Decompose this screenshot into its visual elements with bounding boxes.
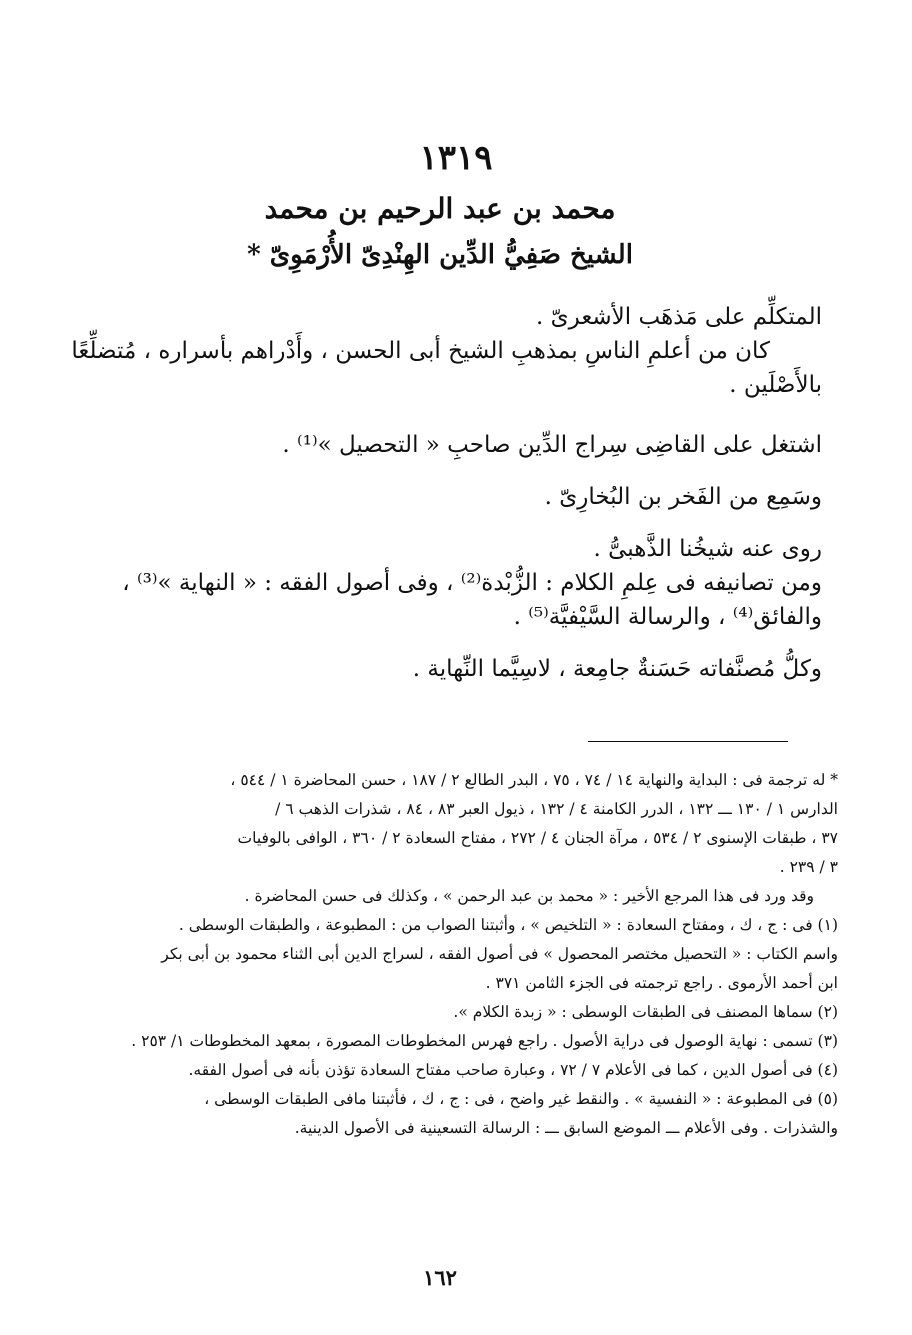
body-line: روى عنه شيخُنا الذَّهبىُّ .	[593, 536, 822, 562]
footnote-line: (٤) فى أصول الدين ، كما فى الأعلام ٧ / ٧٢ ، وعبارة صاحب مفتاح السعادة تؤذن بأنه فى أصول الفقه.	[188, 1061, 838, 1079]
body-line: وكلُّ مُصنَّفاته حَسَنةٌ جامِعة ، لاسِيَّما النِّهاية .	[412, 656, 822, 682]
body-line: والفائق⁽⁴⁾ ، والرسالة السَّيْفيَّة⁽⁵⁾ .	[513, 604, 822, 630]
entry-number: ١٣١٩	[419, 138, 493, 178]
footnotes	[72, 766, 838, 1143]
body-line: المتكلِّم على مَذهَب الأشعرىّ .	[536, 304, 822, 330]
body-line: بالأَصْلَين .	[729, 372, 822, 398]
footnote-line: * له ترجمة فى : البداية والنهاية ١٤ / ٧٤ ، ٧٥ ، البدر الطالع ٢ / ١٨٧ ، حسن المحاضرة ١ / ٥٤٤ ،	[230, 771, 838, 789]
page-number: ١٦٢	[423, 1265, 457, 1290]
footnote-line: (٢) سماها المصنف فى الطبقات الوسطى : « زبدة الكلام ».	[453, 1003, 838, 1021]
person-title-text: الشيخ صَفِيُّ الدِّين الهِنْدِىّ الأُرْمَوِىّ	[269, 240, 633, 270]
body-line: ومن تصانيفه فى عِلمِ الكلام : الزُّبْدة⁽²⁾ ، وفى أصول الفقه : « النهاية »⁽³⁾ ،	[122, 570, 822, 596]
person-name: محمد بن عبد الرحيم بن محمد	[264, 192, 616, 225]
footnote-line: (٥) فى المطبوعة : « النفسية » . والنقط غير واضح ، فى : ج ، ك ، فأثبتنا مافى الطبقات الوسطى ،	[204, 1090, 838, 1108]
body-line: وسَمِع من الفَخر بن البُخارِىّ .	[544, 484, 822, 510]
footnote-line: ٣ / ٢٣٩ .	[779, 858, 838, 876]
body-line: كان من أعلمِ الناسِ بمذهبِ الشيخ أبى الحسن ، وأَدْراهم بأسراره ، مُتضلِّعًا	[71, 338, 770, 364]
footnote-line: (٣) تسمى : نهاية الوصول فى دراية الأصول . راجع فهرس المخطوطات المصورة ، بمعهد المخطوطات ١/ ٢٥٣ .	[131, 1032, 838, 1050]
footnote-line: واسم الكتاب : « التحصيل مختصر المحصول » فى أصول الفقه ، لسراج الدين أبى الثناء محمود بن أبى بكر	[161, 945, 838, 963]
footnote-line: ابن أحمد الأرموى . راجع ترجمته فى الجزء الثامن ٣٧١ .	[485, 974, 838, 992]
footnote-line: والشذرات . وفى الأعلام ـــ الموضع السابق ـــ : الرسالة التسعينية فى الأصول الدينية.	[294, 1119, 838, 1137]
footnote-line: (١) فى : ج ، ك ، ومفتاح السعادة : « التلخيص » ، وأثبتنا الصواب من : المطبوعة ، والطبقات الوسطى .	[178, 916, 838, 934]
footnote-line: الدارس ١ / ١٣٠ ـــ ١٣٢ ، الدرر الكامنة ٤ / ١٣٢ ، ذيول العبر ٨٣ ، ٨٤ ، شذرات الذهب ٦ /	[275, 800, 838, 818]
footnote-line: ٣٧ ، طبقات الإسنوى ٢ / ٥٣٤ ، مرآة الجنان ٤ / ٢٧٢ ، مفتاح السعادة ٢ / ٣٦٠ ، الوافى بالوفيات	[237, 829, 838, 847]
body-line: اشتغل على القاضِى سِراج الدِّين صاحبِ « التحصيل »⁽¹⁾ .	[282, 432, 822, 458]
footnote-line: وقد ورد فى هذا المرجع الأخير : « محمد بن عبد الرحمن » ، وكذلك فى حسن المحاضرة .	[244, 887, 814, 905]
biography-text	[70, 300, 822, 686]
footnote-separator	[588, 741, 788, 742]
source-note-marker: *	[247, 240, 261, 270]
person-title	[0, 240, 880, 270]
